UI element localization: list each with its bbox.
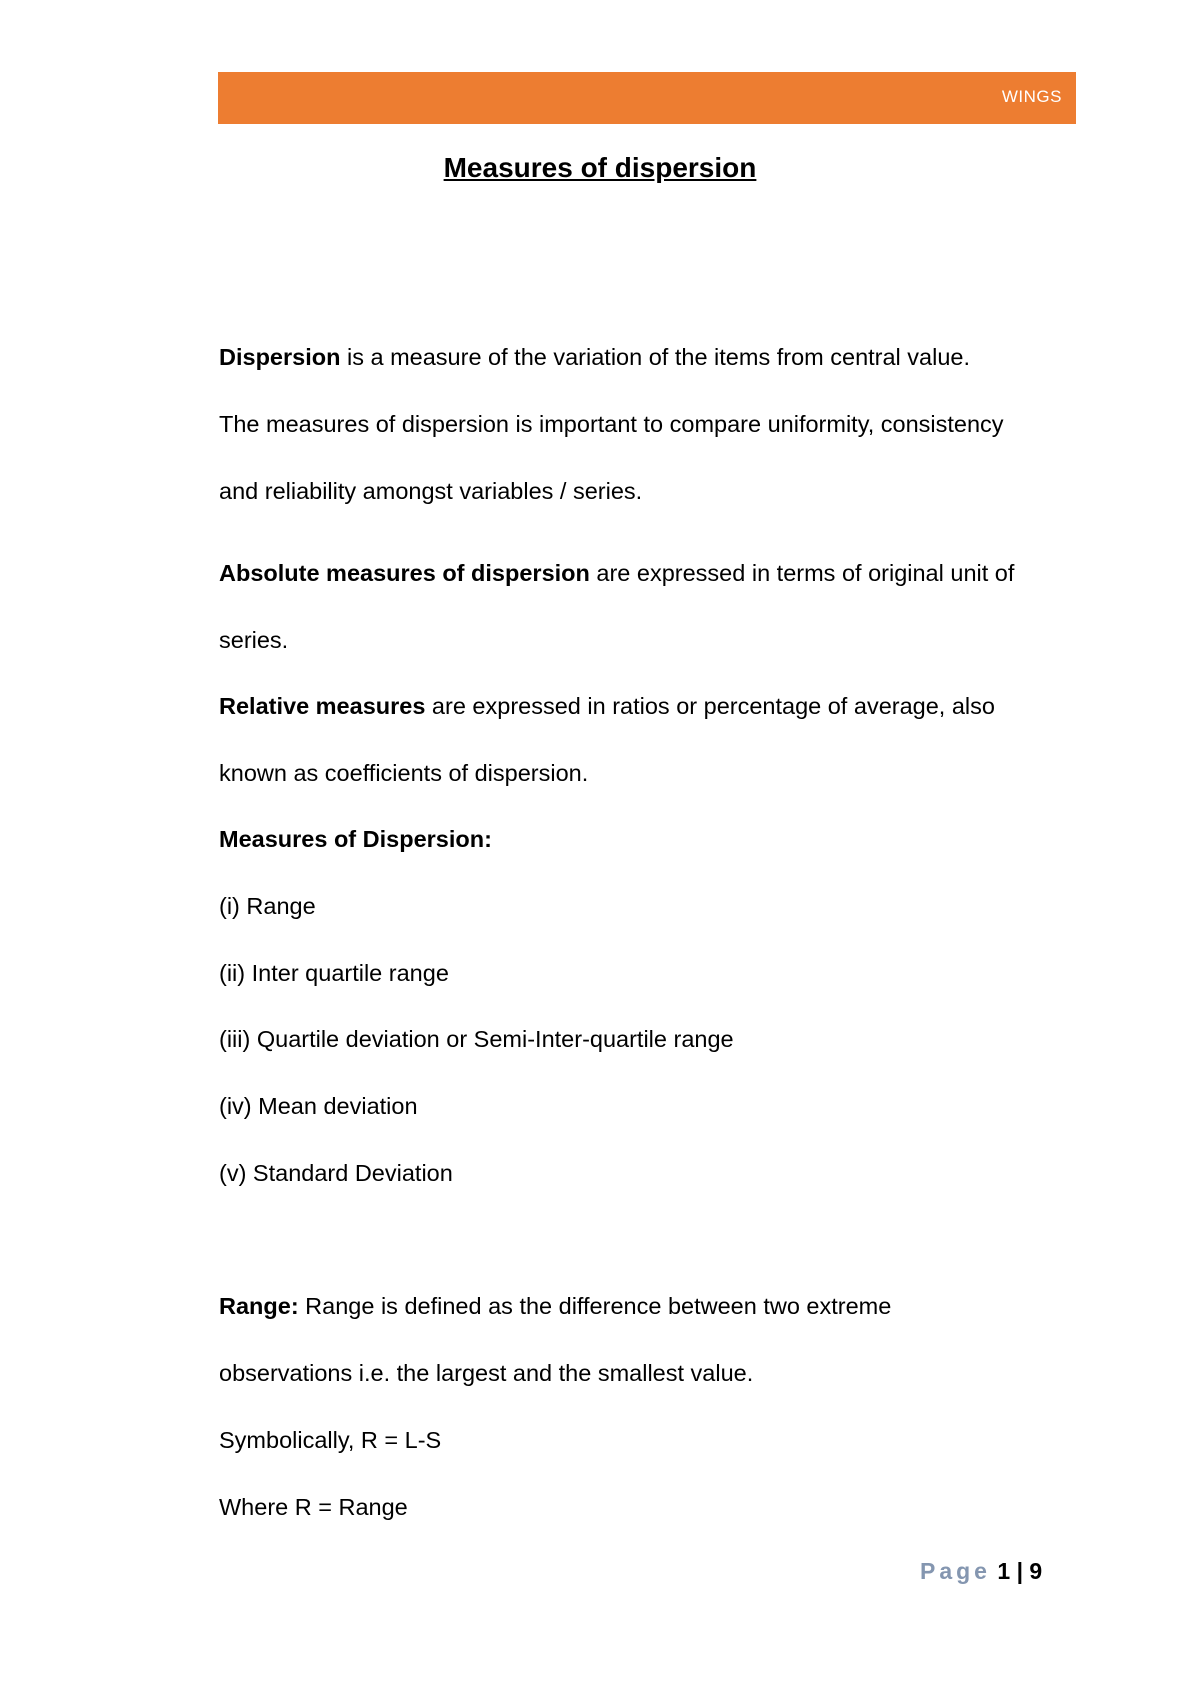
paragraph-range-line2: observations i.e. the largest and the smallest value. xyxy=(219,1360,754,1386)
page-separator: | xyxy=(1016,1558,1023,1584)
formula-where: Where R = Range xyxy=(219,1494,408,1520)
list-item: (i) Range xyxy=(219,893,316,919)
term-range: Range: xyxy=(219,1293,299,1319)
page-current: 1 xyxy=(997,1558,1011,1584)
paragraph-relative-measures-line2: known as coefficients of dispersion. xyxy=(219,760,589,786)
list-item: (iv) Mean deviation xyxy=(219,1093,418,1119)
term-relative-measures: Relative measures xyxy=(219,693,426,719)
list-item: (iii) Quartile deviation or Semi-Inter-quartile range xyxy=(219,1026,734,1052)
formula-symbolic: Symbolically, R = L-S xyxy=(219,1427,442,1453)
header-label: WINGS xyxy=(1001,87,1062,106)
page-title: Measures of dispersion xyxy=(443,152,757,183)
header-bar xyxy=(218,72,1076,124)
paragraph-dispersion-definition: Dispersion is a measure of the variation of the items from central value. xyxy=(219,344,971,370)
term-absolute-measures: Absolute measures of dispersion xyxy=(219,560,590,586)
paragraph-absolute-measures-line2: series. xyxy=(219,627,289,653)
paragraph-absolute-measures: Absolute measures of dispersion are expressed in terms of original unit of xyxy=(219,560,1015,586)
paragraph-importance-line2: and reliability amongst variables / series. xyxy=(219,478,643,504)
term-dispersion: Dispersion xyxy=(219,344,341,370)
page-number-footer xyxy=(920,1558,1042,1585)
list-item: (v) Standard Deviation xyxy=(219,1160,453,1186)
paragraph-relative-measures: Relative measures are expressed in ratios or percentage of average, also xyxy=(219,693,995,719)
page-total: 9 xyxy=(1029,1558,1043,1584)
paragraph-range-definition: Range: Range is defined as the difference between two extreme xyxy=(219,1293,892,1319)
list-heading: Measures of Dispersion: xyxy=(219,826,492,852)
list-item: (ii) Inter quartile range xyxy=(219,960,449,986)
paragraph-importance-line1: The measures of dispersion is important to compare uniformity, consistency xyxy=(219,411,1004,437)
page-word: Page xyxy=(920,1558,991,1584)
